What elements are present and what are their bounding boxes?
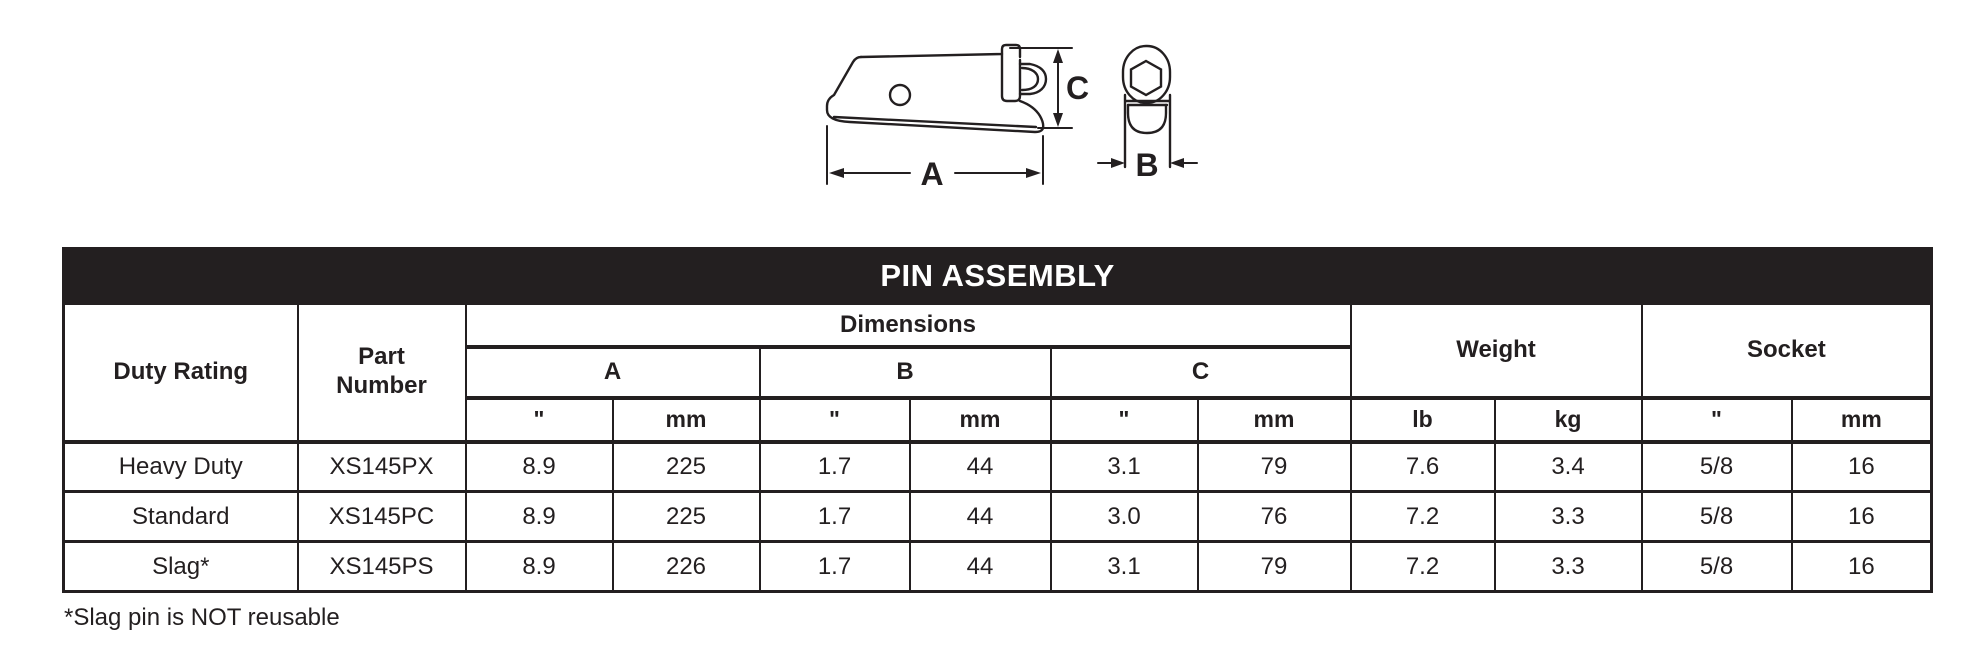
table-row-standard [64,492,1932,542]
header-socket: Socket [1642,304,1932,398]
header-a-inch: " [466,398,613,442]
arrow-left-icon [829,168,844,178]
header-dim-b: B [760,347,1051,398]
dimension-c [1010,48,1089,128]
arrow-right-icon [1026,168,1041,178]
pin-assembly-table [62,247,1933,593]
header-dim-c: C [1051,347,1351,398]
cell-socket-inch: 5/8 [1642,542,1792,592]
cell-lb: 7.2 [1351,542,1495,592]
header-part-number [298,304,466,442]
cell-a-inch: 8.9 [466,442,613,492]
cell-part: XS145PX [298,442,466,492]
cell-kg: 3.3 [1495,542,1642,592]
cell-b-inch: 1.7 [760,442,910,492]
header-part-number-label: Part Number [336,343,427,399]
pin-technical-drawing [0,0,1987,210]
table-title-bar [64,249,1932,304]
header-a-mm: mm [613,398,760,442]
cell-b-mm: 44 [910,442,1051,492]
cell-duty: Standard [64,492,298,542]
header-b-inch: " [760,398,910,442]
cell-c-mm: 79 [1198,542,1351,592]
cell-socket-mm: 16 [1792,442,1932,492]
dimension-a-label: A [920,156,944,192]
arrow-up-icon [1053,49,1063,63]
cell-duty: Heavy Duty [64,442,298,492]
header-b-mm: mm [910,398,1051,442]
cell-a-mm: 225 [613,442,760,492]
dimension-b [1098,147,1197,183]
cell-kg: 3.3 [1495,492,1642,542]
table-title: PIN ASSEMBLY [880,258,1115,294]
cell-b-inch: 1.7 [760,492,910,542]
table-row-heavy-duty [64,442,1932,492]
hex-nut-icon [1131,61,1161,95]
header-dimensions: Dimensions [466,304,1351,347]
cell-c-mm: 76 [1198,492,1351,542]
cell-lb: 7.6 [1351,442,1495,492]
cell-b-mm: 44 [910,492,1051,542]
cell-a-inch: 8.9 [466,492,613,542]
arrow-down-icon [1053,113,1063,127]
cell-c-inch: 3.1 [1051,542,1198,592]
header-socket-mm: mm [1792,398,1932,442]
header-c-inch: " [1051,398,1198,442]
pin-head-clip-inner [1022,68,1038,90]
pin-side-view [827,45,1089,192]
header-duty-rating: Duty Rating [64,304,298,442]
slag-footnote: *Slag pin is NOT reusable [64,604,340,631]
pin-head-tab [1002,54,1020,101]
header-socket-inch: " [1642,398,1792,442]
table-row-slag [64,542,1932,592]
cell-a-inch: 8.9 [466,542,613,592]
header-weight: Weight [1351,304,1642,398]
cell-socket-inch: 5/8 [1642,442,1792,492]
cell-socket-mm: 16 [1792,492,1932,542]
pin-end-view [1098,46,1197,183]
header-dim-a: A [466,347,760,398]
cell-lb: 7.2 [1351,492,1495,542]
arrow-left-icon [1170,158,1184,168]
pin-body-lower [827,57,1043,132]
cell-kg: 3.4 [1495,442,1642,492]
cell-c-inch: 3.0 [1051,492,1198,542]
dimension-c-label: C [1066,70,1090,106]
keeper-dome [1128,105,1166,133]
arrow-right-icon [1111,158,1125,168]
cell-c-inch: 3.1 [1051,442,1198,492]
header-c-mm: mm [1198,398,1351,442]
cell-b-inch: 1.7 [760,542,910,592]
cell-a-mm: 226 [613,542,760,592]
cell-c-mm: 79 [1198,442,1351,492]
pin-hole [890,85,910,105]
header-weight-kg: kg [1495,398,1642,442]
cell-part: XS145PC [298,492,466,542]
cell-socket-mm: 16 [1792,542,1932,592]
cell-duty: Slag* [64,542,298,592]
cell-socket-inch: 5/8 [1642,492,1792,542]
pin-body-outline [861,45,1020,57]
cell-part: XS145PS [298,542,466,592]
dimension-b-label: B [1135,147,1159,183]
cell-a-mm: 225 [613,492,760,542]
header-weight-lb: lb [1351,398,1495,442]
cell-b-mm: 44 [910,542,1051,592]
dimension-a [827,126,1043,192]
